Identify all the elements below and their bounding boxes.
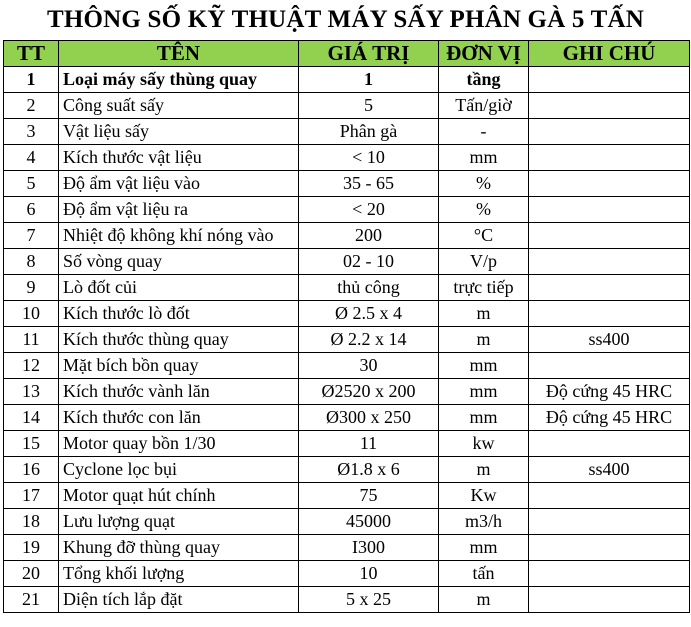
cell-tt: 12: [4, 353, 59, 379]
cell-name: Kích thước vành lăn: [59, 379, 299, 405]
table-header: [4, 41, 690, 67]
table-row: [4, 483, 690, 509]
table-row: [4, 587, 690, 613]
cell-note: [529, 483, 690, 509]
cell-note: [529, 119, 690, 145]
header-name: TÊN: [59, 41, 299, 67]
cell-tt: 6: [4, 197, 59, 223]
cell-unit: Kw: [439, 483, 529, 509]
header-value: GIÁ TRỊ: [299, 41, 439, 67]
cell-name: Độ ẩm vật liệu ra: [59, 197, 299, 223]
cell-note: [529, 93, 690, 119]
cell-unit: tấn: [439, 561, 529, 587]
cell-tt: 16: [4, 457, 59, 483]
cell-tt: 19: [4, 535, 59, 561]
cell-unit: m: [439, 457, 529, 483]
cell-value: Ø2520 x 200: [299, 379, 439, 405]
cell-name: Motor quay bồn 1/30: [59, 431, 299, 457]
table-row: [4, 93, 690, 119]
cell-name: Kích thước vật liệu: [59, 145, 299, 171]
table-row: [4, 145, 690, 171]
cell-unit: trực tiếp: [439, 275, 529, 301]
cell-note: [529, 431, 690, 457]
cell-value: < 20: [299, 197, 439, 223]
cell-value: Phân gà: [299, 119, 439, 145]
cell-value: < 10: [299, 145, 439, 171]
cell-note: [529, 535, 690, 561]
header-tt: TT: [4, 41, 59, 67]
cell-tt: 10: [4, 301, 59, 327]
cell-name: Độ ẩm vật liệu vào: [59, 171, 299, 197]
table-row: [4, 457, 690, 483]
cell-name: Khung đỡ thùng quay: [59, 535, 299, 561]
cell-name: Motor quạt hút chính: [59, 483, 299, 509]
cell-value: 10: [299, 561, 439, 587]
cell-note: [529, 171, 690, 197]
cell-name: Nhiệt độ không khí nóng vào: [59, 223, 299, 249]
cell-tt: 17: [4, 483, 59, 509]
cell-name: Lưu lượng quạt: [59, 509, 299, 535]
cell-unit: mm: [439, 353, 529, 379]
cell-tt: 13: [4, 379, 59, 405]
cell-value: I300: [299, 535, 439, 561]
table-row: [4, 223, 690, 249]
cell-tt: 21: [4, 587, 59, 613]
spec-table: [3, 40, 690, 613]
table-row: [4, 509, 690, 535]
cell-unit: mm: [439, 145, 529, 171]
cell-note: [529, 275, 690, 301]
cell-tt: 14: [4, 405, 59, 431]
table-row: [4, 171, 690, 197]
cell-value: 11: [299, 431, 439, 457]
cell-value: Ø 2.5 x 4: [299, 301, 439, 327]
cell-unit: V/p: [439, 249, 529, 275]
cell-value: Ø300 x 250: [299, 405, 439, 431]
cell-unit: -: [439, 119, 529, 145]
cell-note: [529, 197, 690, 223]
cell-tt: 1: [4, 67, 59, 93]
cell-note: Độ cứng 45 HRC: [529, 379, 690, 405]
cell-name: Vật liệu sấy: [59, 119, 299, 145]
header-note: GHI CHÚ: [529, 41, 690, 67]
header-unit: ĐƠN VỊ: [439, 41, 529, 67]
cell-unit: Tấn/giờ: [439, 93, 529, 119]
cell-tt: 4: [4, 145, 59, 171]
cell-note: [529, 353, 690, 379]
cell-unit: m: [439, 301, 529, 327]
cell-tt: 11: [4, 327, 59, 353]
table-row: [4, 535, 690, 561]
cell-name: Công suất sấy: [59, 93, 299, 119]
cell-tt: 5: [4, 171, 59, 197]
cell-unit: mm: [439, 535, 529, 561]
cell-tt: 15: [4, 431, 59, 457]
table-row: [4, 327, 690, 353]
table-row: [4, 301, 690, 327]
cell-note: [529, 67, 690, 93]
cell-value: 5 x 25: [299, 587, 439, 613]
cell-value: 30: [299, 353, 439, 379]
cell-value: 45000: [299, 509, 439, 535]
cell-unit: tầng: [439, 67, 529, 93]
cell-value: 5: [299, 93, 439, 119]
cell-tt: 3: [4, 119, 59, 145]
cell-name: Tổng khối lượng: [59, 561, 299, 587]
cell-tt: 9: [4, 275, 59, 301]
table-row: [4, 275, 690, 301]
cell-name: Diện tích lắp đặt: [59, 587, 299, 613]
cell-unit: %: [439, 197, 529, 223]
cell-unit: m3/h: [439, 509, 529, 535]
table-body: [4, 67, 690, 613]
cell-name: Số vòng quay: [59, 249, 299, 275]
cell-name: Mặt bích bồn quay: [59, 353, 299, 379]
cell-note: [529, 587, 690, 613]
table-row: [4, 561, 690, 587]
cell-unit: mm: [439, 379, 529, 405]
header-row: [4, 41, 690, 67]
cell-name: Kích thước thùng quay: [59, 327, 299, 353]
cell-name: Kích thước con lăn: [59, 405, 299, 431]
cell-name: Loại máy sấy thùng quay: [59, 67, 299, 93]
cell-note: [529, 509, 690, 535]
cell-unit: mm: [439, 405, 529, 431]
cell-value: 75: [299, 483, 439, 509]
cell-tt: 20: [4, 561, 59, 587]
cell-unit: m: [439, 587, 529, 613]
cell-note: [529, 301, 690, 327]
cell-value: 02 - 10: [299, 249, 439, 275]
cell-value: 35 - 65: [299, 171, 439, 197]
table-row: [4, 67, 690, 93]
cell-note: [529, 145, 690, 171]
cell-name: Lò đốt củi: [59, 275, 299, 301]
cell-value: 200: [299, 223, 439, 249]
cell-note: [529, 561, 690, 587]
cell-tt: 18: [4, 509, 59, 535]
cell-value: Ø1.8 x 6: [299, 457, 439, 483]
cell-tt: 7: [4, 223, 59, 249]
cell-note: ss400: [529, 457, 690, 483]
cell-unit: °C: [439, 223, 529, 249]
table-row: [4, 197, 690, 223]
cell-unit: kw: [439, 431, 529, 457]
cell-note: [529, 223, 690, 249]
cell-unit: %: [439, 171, 529, 197]
table-row: [4, 353, 690, 379]
table-row: [4, 119, 690, 145]
cell-tt: 2: [4, 93, 59, 119]
cell-name: Cyclone lọc bụi: [59, 457, 299, 483]
cell-name: Kích thước lò đốt: [59, 301, 299, 327]
table-row: [4, 379, 690, 405]
cell-value: Ø 2.2 x 14: [299, 327, 439, 353]
table-row: [4, 249, 690, 275]
page-title: THÔNG SỐ KỸ THUẬT MÁY SẤY PHÂN GÀ 5 TẤN: [47, 6, 644, 33]
table-row: [4, 431, 690, 457]
cell-tt: 8: [4, 249, 59, 275]
cell-note: ss400: [529, 327, 690, 353]
cell-note: [529, 249, 690, 275]
cell-note: Độ cứng 45 HRC: [529, 405, 690, 431]
cell-value: thủ công: [299, 275, 439, 301]
cell-value: 1: [299, 67, 439, 93]
table-row: [4, 405, 690, 431]
cell-unit: m: [439, 327, 529, 353]
